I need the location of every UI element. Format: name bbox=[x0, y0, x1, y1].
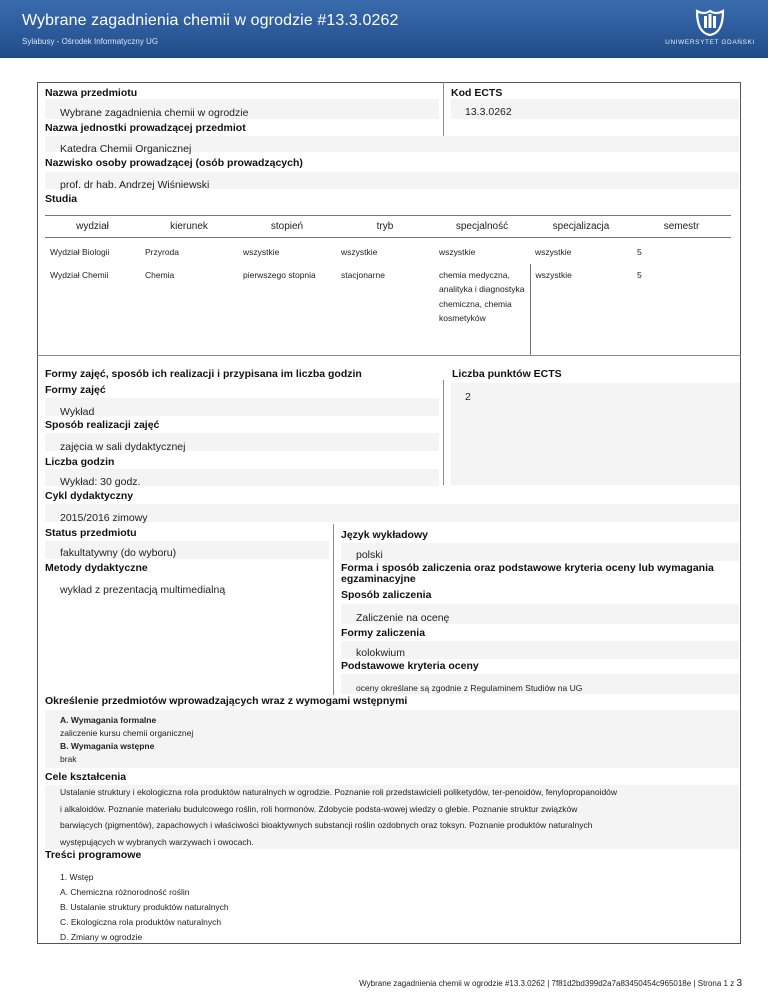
unit-value: Katedra Chemii Organicznej bbox=[60, 143, 192, 155]
list-item: C. Ekologiczna rola produktów naturalnych bbox=[60, 917, 222, 927]
divider bbox=[443, 82, 444, 137]
column-header: specjalizacja bbox=[530, 216, 632, 238]
initial-requirements-heading: B. Wymagania wstępne bbox=[60, 741, 155, 751]
column-header: tryb bbox=[336, 216, 434, 238]
table-cell: Przyroda bbox=[145, 247, 180, 257]
footer-text: Wybrane zagadnienia chemii w ogrodzie #13.3.0262 | 7f81d2bd399d2a7a83450454c965018e | Strona 1 z bbox=[359, 979, 735, 988]
column-header: semestr bbox=[632, 216, 731, 238]
goals-line: barwiących (pigmentów), zapachowych i właściwości bioaktywnych substancji roślin ozdobnych oraz toksyn. Poznanie produktów naturalnych bbox=[60, 820, 593, 830]
column-header: kierunek bbox=[140, 216, 238, 238]
goals-text bbox=[60, 784, 736, 850]
page-subtitle: Sylabusy - Ośrodek Informatyczny UG bbox=[22, 37, 159, 46]
forms-value: Wykład bbox=[60, 406, 95, 418]
field-background bbox=[45, 504, 739, 522]
logo-text: UNIWERSYTET GDAŃSKI bbox=[665, 39, 755, 46]
formal-requirements-heading: A. Wymagania formalne bbox=[60, 715, 157, 725]
goals-line: Ustalanie struktury i ekologiczna rola produktów naturalnych w ogrodzie. Poznanie roli przedstawicieli poliketydów, ter-penoidów, fenylopropanoidów bbox=[60, 787, 618, 797]
goals-label: Cele kształcenia bbox=[45, 771, 127, 783]
table-cell: wszystkie bbox=[535, 269, 572, 280]
university-logo bbox=[665, 7, 755, 53]
table-cell: stacjonarne bbox=[341, 269, 385, 280]
table-cell: chemia medyczna, analityka i diagnostyka chemiczna, chemia kosmetyków bbox=[434, 264, 530, 356]
assessment-forms-label: Formy zaliczenia bbox=[341, 627, 426, 639]
criteria-value: oceny określane są zgodnie z Regulaminem Studiów na UG bbox=[356, 683, 583, 693]
goals-line: występujących w wybranych warzywach i owocach. bbox=[60, 836, 254, 847]
course-name-value: Wybrane zagadnienia chemii w ogrodzie bbox=[60, 107, 249, 119]
table-cell: wszystkie bbox=[439, 247, 476, 257]
forms-label: Formy zajęć bbox=[45, 384, 106, 396]
table-cell: wszystkie bbox=[243, 247, 280, 257]
divider bbox=[37, 355, 741, 356]
header-banner bbox=[0, 0, 768, 58]
ects-points-label: Liczba punktów ECTS bbox=[452, 368, 562, 380]
goals-line: i alkaloidów. Poznanie materiału budulcowego roślin, roli hormonów. Zdobycie podsta-wowej wiedzy o glebie. Poznanie struktur związków bbox=[60, 803, 578, 814]
list-item: B. Ustalanie struktury produktów naturalnych bbox=[60, 902, 229, 912]
page-total: 3 bbox=[736, 978, 742, 989]
status-value: fakultatywny (do wyboru) bbox=[60, 547, 177, 559]
assessment-label: Forma i sposób zaliczenia oraz podstawowe kryteria oceny lub wymagania egzaminacyjne bbox=[341, 562, 714, 585]
page-title: Wybrane zagadnienia chemii w ogrodzie #13.3.0262 bbox=[22, 12, 399, 29]
assessment-forms-value: kolokwium bbox=[356, 647, 406, 659]
divider bbox=[333, 524, 334, 695]
column-header: specjalność bbox=[434, 216, 530, 238]
studia-label: Studia bbox=[45, 193, 78, 205]
list-item: A. Chemiczna różnorodność roślin bbox=[60, 887, 190, 897]
methods-label: Metody dydaktyczne bbox=[45, 562, 148, 574]
list-item: D. Zmiany w ogrodzie bbox=[60, 932, 143, 942]
table-cell: pierwszego stopnia bbox=[243, 269, 316, 280]
methods-value: wykład z prezentacją multimedialną bbox=[60, 584, 226, 596]
assessment-method-label: Sposób zaliczenia bbox=[341, 589, 432, 601]
divider bbox=[443, 380, 444, 485]
table-row bbox=[45, 238, 731, 264]
formal-requirements-value: zaliczenie kursu chemii organicznej bbox=[60, 728, 194, 738]
field-background bbox=[451, 383, 740, 485]
table-cell: wszystkie bbox=[535, 247, 572, 257]
table-cell: 5 bbox=[637, 247, 642, 257]
page-footer bbox=[359, 978, 742, 989]
column-header: wydział bbox=[45, 216, 140, 238]
ects-points-value: 2 bbox=[465, 391, 471, 403]
list-item: 1. Wstęp bbox=[60, 872, 94, 882]
table-cell: wszystkie bbox=[341, 247, 378, 257]
prerequisites-block bbox=[60, 714, 193, 766]
studia-table bbox=[45, 215, 731, 355]
program-label: Treści programowe bbox=[45, 849, 142, 861]
lecturer-label: Nazwisko osoby prowadzącej (osób prowadzących) bbox=[45, 157, 303, 169]
assessment-method-value: Zaliczenie na ocenę bbox=[356, 612, 450, 624]
initial-requirements-value: brak bbox=[60, 754, 77, 764]
course-name-label: Nazwa przedmiotu bbox=[45, 87, 138, 99]
program-list bbox=[60, 870, 229, 945]
table-cell: 5 bbox=[637, 269, 642, 280]
status-label: Status przedmiotu bbox=[45, 527, 137, 539]
unit-label: Nazwa jednostki prowadzącej przedmiot bbox=[45, 122, 246, 134]
table-cell: Wydział Chemii bbox=[50, 269, 109, 280]
table-cell: Wydział Biologii bbox=[50, 247, 110, 257]
method-label: Sposób realizacji zajęć bbox=[45, 419, 160, 431]
table-cell: Chemia bbox=[145, 269, 175, 280]
field-background bbox=[341, 543, 739, 561]
column-header: stopień bbox=[238, 216, 336, 238]
method-value: zajęcia w sali dydaktycznej bbox=[60, 441, 186, 453]
lecturer-value: prof. dr hab. Andrzej Wiśniewski bbox=[60, 179, 210, 191]
criteria-label: Podstawowe kryteria oceny bbox=[341, 660, 479, 672]
language-label: Język wykładowy bbox=[341, 529, 428, 541]
language-value: polski bbox=[356, 549, 383, 561]
prerequisites-label: Określenie przedmiotów wprowadzających wraz z wymogami wstępnymi bbox=[45, 695, 408, 707]
table-row bbox=[45, 264, 731, 356]
field-background bbox=[45, 398, 439, 416]
hours-label: Liczba godzin bbox=[45, 456, 115, 468]
forms-section-label: Formy zajęć, sposób ich realizacji i przypisana im liczba godzin bbox=[45, 368, 362, 380]
studia-header-row bbox=[45, 216, 731, 238]
university-emblem-icon bbox=[693, 7, 727, 37]
cycle-value: 2015/2016 zimowy bbox=[60, 512, 148, 524]
ects-code-label: Kod ECTS bbox=[451, 87, 503, 99]
ects-code-value: 13.3.0262 bbox=[465, 106, 512, 118]
cycle-label: Cykl dydaktyczny bbox=[45, 490, 134, 502]
hours-value: Wykład: 30 godz. bbox=[60, 476, 141, 488]
